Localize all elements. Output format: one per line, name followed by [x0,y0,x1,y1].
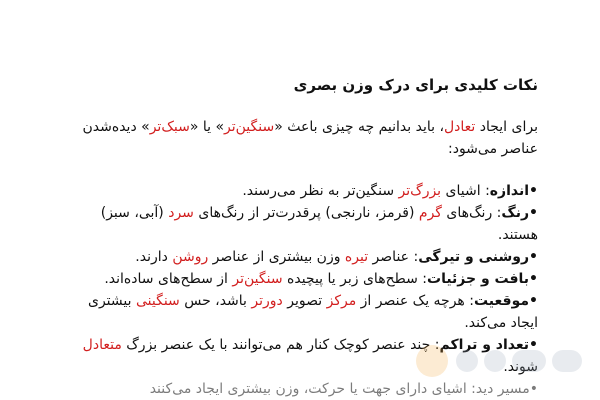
text-segment: : سطح‌های زبر یا پیچیده [282,271,427,287]
list-item [70,202,538,246]
text-segment: شوند. [503,359,538,375]
text-segment: : اشیای [441,183,490,199]
list-item [70,268,538,290]
highlighted-word: متعادل [82,337,122,353]
text-segment: : عناصر [368,249,419,265]
text-segment: از سطح‌های ساده‌اند. [104,271,233,287]
highlighted-word: سبک‌تر [149,119,190,135]
highlighted-word: گرم [418,205,442,221]
highlighted-word: سرد [168,205,194,221]
bullet-list [70,180,538,378]
bullet-icon: • [529,271,538,287]
highlighted-word: روشن [172,249,209,265]
item-term: بافت و جزئیات [427,271,530,287]
cut-off-line: •مسیر دید: اشیای دارای جهت یا حرکت، وزن بیشتری ایجاد می‌کنند [149,381,538,397]
text-segment: سنگین‌تر به نظر می‌رسند. [242,183,399,199]
item-term: تعداد و تراکم [439,337,530,353]
text-segment: : رنگ‌های [441,205,502,221]
list-item [70,290,538,334]
item-term: اندازه [489,183,530,199]
highlighted-word: دورتر [251,293,283,309]
bullet-icon: • [529,205,538,221]
text-segment: دارند. [135,249,173,265]
highlighted-word: تعادل [443,119,476,135]
list-item [70,334,538,378]
bullet-icon: • [529,293,538,309]
text-segment: » دیده‌شدن عناصر می‌شود: [82,119,538,157]
page-title: نکات کلیدی برای درک وزن بصری [293,76,538,94]
highlighted-word: مرکز [326,293,357,309]
intro-paragraph [70,116,538,160]
text-segment: وزن بیشتری از عناصر [208,249,345,265]
document-body [70,74,538,400]
text-segment: (آبی، سبز) هستند. [100,205,538,243]
bullet-icon: • [529,183,538,199]
highlighted-word: سنگین‌تر [232,271,283,287]
item-term: رنگ [501,205,530,221]
text-segment: باشد، حس [179,293,252,309]
text-segment: (قرمز، نارنجی) پرقدرت‌تر از رنگ‌های [193,205,419,221]
item-term: موقعیت [473,293,530,309]
bullet-icon: • [529,249,538,265]
text-segment: تصویر [282,293,327,309]
highlighted-word: بزرگ‌تر [398,183,442,199]
highlighted-word: سنگین‌تر [224,119,275,135]
bullet-icon: • [529,337,538,353]
item-term: روشنی و تیرگی [418,249,530,265]
text-segment: : هرچه یک عنصر از [356,293,474,309]
list-item [70,246,538,268]
text-segment: بیشتری ایجاد می‌کند. [88,293,538,331]
highlighted-word: تیره [344,249,369,265]
text-segment: برای ایجاد [475,119,538,135]
text-segment: : چند عنصر کوچک کنار هم می‌توانند با یک عنصر بزرگ [121,337,440,353]
text-segment: ، باید بدانیم چه چیزی باعث « [274,119,444,135]
list-item [70,180,538,202]
text-segment: » یا « [189,119,225,135]
highlighted-word: سنگینی [135,293,180,309]
